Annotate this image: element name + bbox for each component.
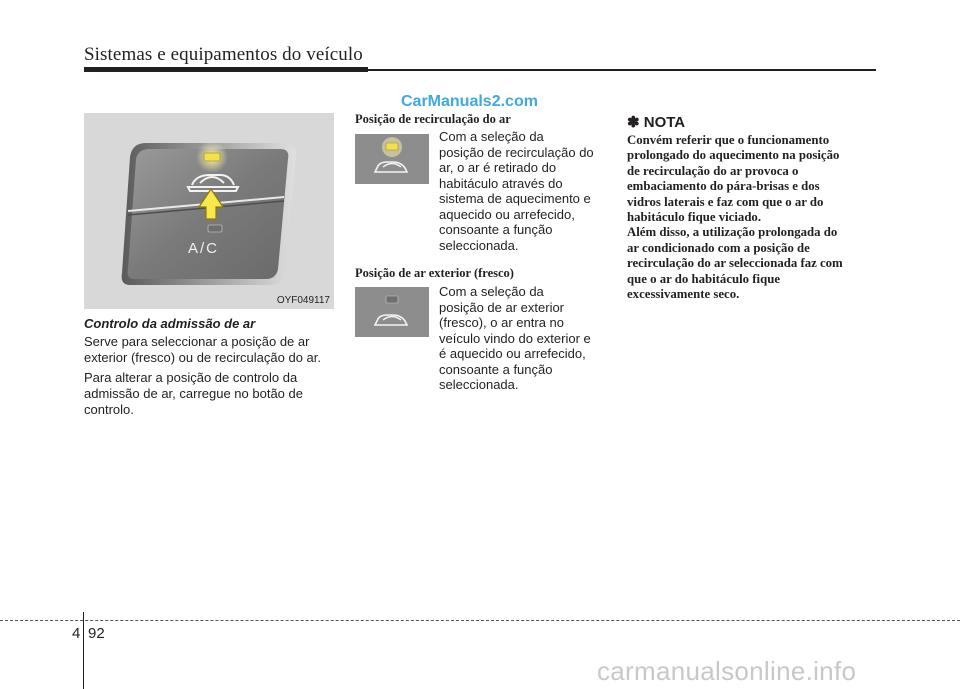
text-line: seleccionada. [439,237,519,253]
text-line: prolongado do aquecimento na posição [627,148,840,163]
text-line: posição de ar exterior [439,299,565,315]
header-rule [84,67,368,72]
text-line: Para alterar a posição de controlo da [84,370,298,385]
text-line: vidros laterais e faz com que o ar do [627,194,824,209]
air-intake-control-figure [84,113,334,309]
text-line: Serve para seleccionar a posição de ar [84,334,310,349]
page-number: 92 [88,625,105,642]
note-title: NOTA [643,114,686,131]
text-line: habitáculo fique viciado. [627,210,762,225]
fresh-air-figure [355,287,429,337]
text-line: Além disso, a utilização prolongada do [627,225,838,240]
paragraph-instruction [84,370,334,418]
text-line: exterior (fresco) ou de recirculação do ar. [84,350,321,365]
recirculation-heading: Posição de recirculação do ar [355,112,511,126]
text-line: Com a seleção da [439,129,544,144]
asterisk-icon: ✽ [627,114,640,131]
footer-rule [0,620,960,621]
paragraph-purpose [84,334,334,366]
text-line: veículo vindo do exterior e [439,330,591,346]
text-line: que o ar do habitáculo fique [627,271,781,286]
text-line: consoante a função [439,222,553,237]
text-line: Com a seleção da [439,284,544,299]
fresh-air-description [439,284,604,393]
text-line: Convém referir que o funcionamento [627,133,830,147]
control-panel-illustration [84,113,334,309]
text-line: consoante a função [439,361,553,377]
recirculation-description [439,129,604,253]
footer-divider [83,612,84,689]
section-caption: Controlo da admissão de ar [84,316,256,331]
indicator-lamp-on [204,153,220,161]
ac-button-label: A/C [188,240,220,257]
fresh-air-button-illustration [355,287,429,337]
watermark-top: CarManuals2.com [401,93,538,110]
text-line: é aquecido ou arrefecido, [439,346,586,361]
recirculation-button-illustration [355,134,429,184]
indicator-lamp-off [208,225,222,232]
text-line: habitáculo através do [439,175,563,191]
text-line: excessivamente seco. [627,287,740,302]
text-line: admissão de ar, carregue no botão de [84,386,303,401]
header-rule-thin [368,69,876,71]
text-line: embaciamento do pára-brisas e dos [627,179,820,194]
text-line: (fresco), o ar entra no [439,315,564,330]
note-heading [627,113,685,131]
text-line: ar condicionado com a posição de [627,240,810,255]
watermark-bottom: carmanualsonline.info [597,656,857,686]
page-header-title: Sistemas e equipamentos do veículo [84,44,363,65]
text-line: seleccionada. [439,377,519,392]
text-line: aquecido ou arrefecido, [439,206,575,222]
text-line: sistema de aquecimento e [439,191,591,206]
chapter-number: 4 [72,625,81,642]
note-body [627,133,877,302]
text-line: de recirculação do ar provoca o [627,163,799,178]
text-line: ar, o ar é retirado do [439,160,557,175]
recirculation-figure [355,134,429,184]
text-line: posição de recirculação do [439,144,594,160]
figure-code: OYF049117 [276,295,330,306]
text-line: controlo. [84,402,134,417]
fresh-air-heading: Posição de ar exterior (fresco) [355,266,514,280]
text-line: recirculação do ar seleccionada faz com [627,256,843,271]
